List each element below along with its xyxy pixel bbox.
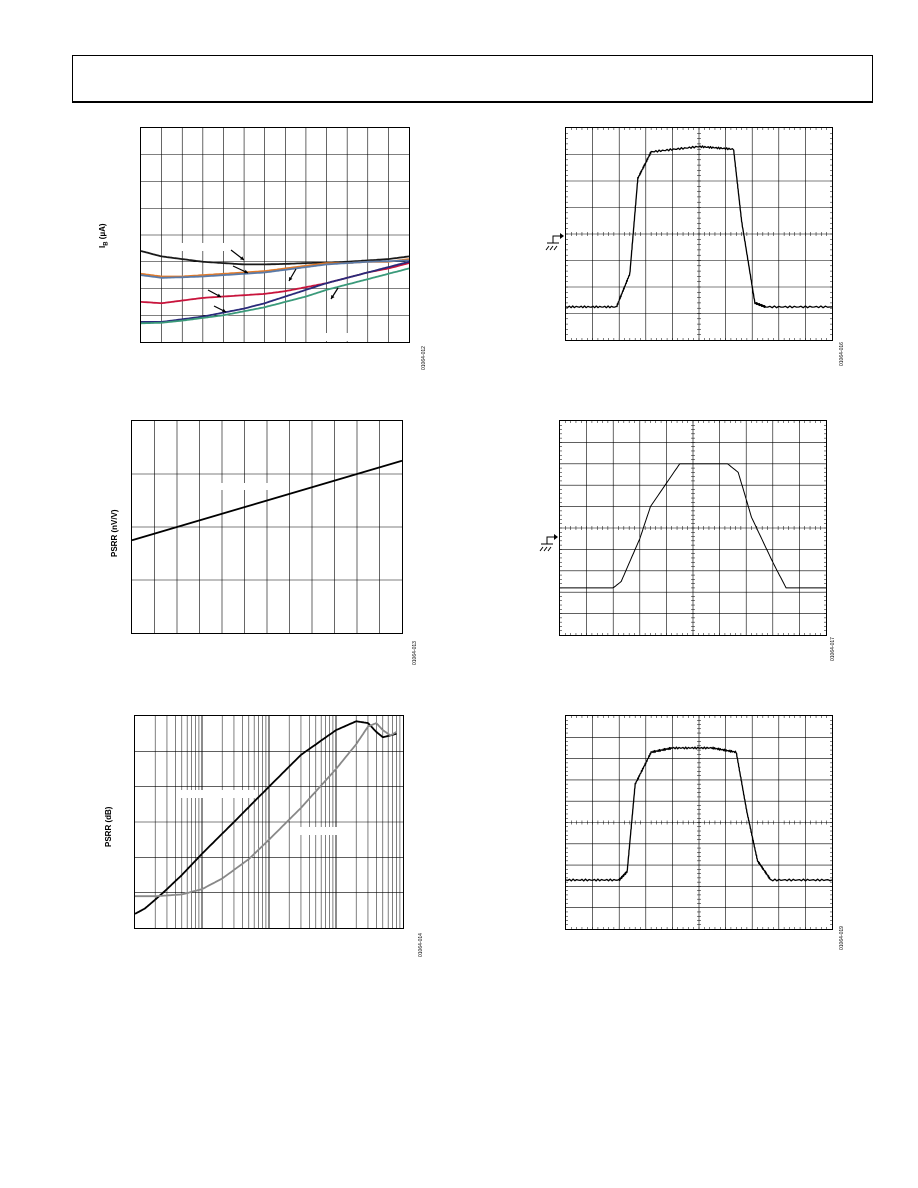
- figure-id-1: 01064-012: [421, 346, 427, 370]
- psrr-db-chart: [134, 715, 404, 929]
- ib-ylabel-main: I: [98, 245, 107, 248]
- ground-icon-2: [537, 533, 559, 553]
- label-box: [180, 790, 255, 798]
- annotation-arrow: [231, 250, 244, 260]
- chart-svg-4: [566, 128, 832, 340]
- grid-lines: [135, 716, 403, 928]
- annotation-arrow: [208, 290, 221, 297]
- label-box: [181, 243, 236, 251]
- figure-id-6: 01064-019: [839, 926, 845, 950]
- psrr-linear-ylabel: PSRR (nV/V): [110, 509, 119, 557]
- chart-svg-5: [560, 421, 826, 635]
- ib-ylabel-sub: B: [103, 241, 110, 246]
- label-box: [311, 333, 361, 341]
- chart-svg-6: [566, 716, 832, 929]
- annotation-arrow: [331, 288, 338, 299]
- grid-lines: [132, 421, 402, 633]
- scope-chart-1: [565, 127, 833, 341]
- figure-id-5: 01064-017: [830, 637, 836, 661]
- page-header-box: [72, 55, 873, 103]
- ground-icon-1: [543, 232, 565, 252]
- annotation-arrow: [289, 269, 296, 281]
- ib-chart-ylabel: [98, 223, 110, 248]
- grid-lines: [141, 128, 409, 342]
- label-box: [217, 483, 282, 490]
- scope-chart-3: [565, 715, 833, 930]
- chart-svg-1: [141, 128, 409, 342]
- chart-svg-2: [132, 421, 402, 633]
- ib-chart: [140, 127, 410, 343]
- chart-svg-3: [135, 716, 403, 928]
- ib-ylabel-unit: (µA): [98, 223, 107, 242]
- label-box: [290, 827, 340, 835]
- figure-id-2: 01064-013: [412, 641, 418, 665]
- annotation-arrow: [214, 306, 226, 312]
- figure-id-4: 01064-016: [839, 342, 845, 366]
- scope-chart-2: [559, 420, 827, 636]
- psrr-db-ylabel: PSRR (dB): [104, 806, 113, 847]
- figure-id-3: 01064-014: [418, 933, 424, 957]
- psrr-linear-chart: [131, 420, 403, 634]
